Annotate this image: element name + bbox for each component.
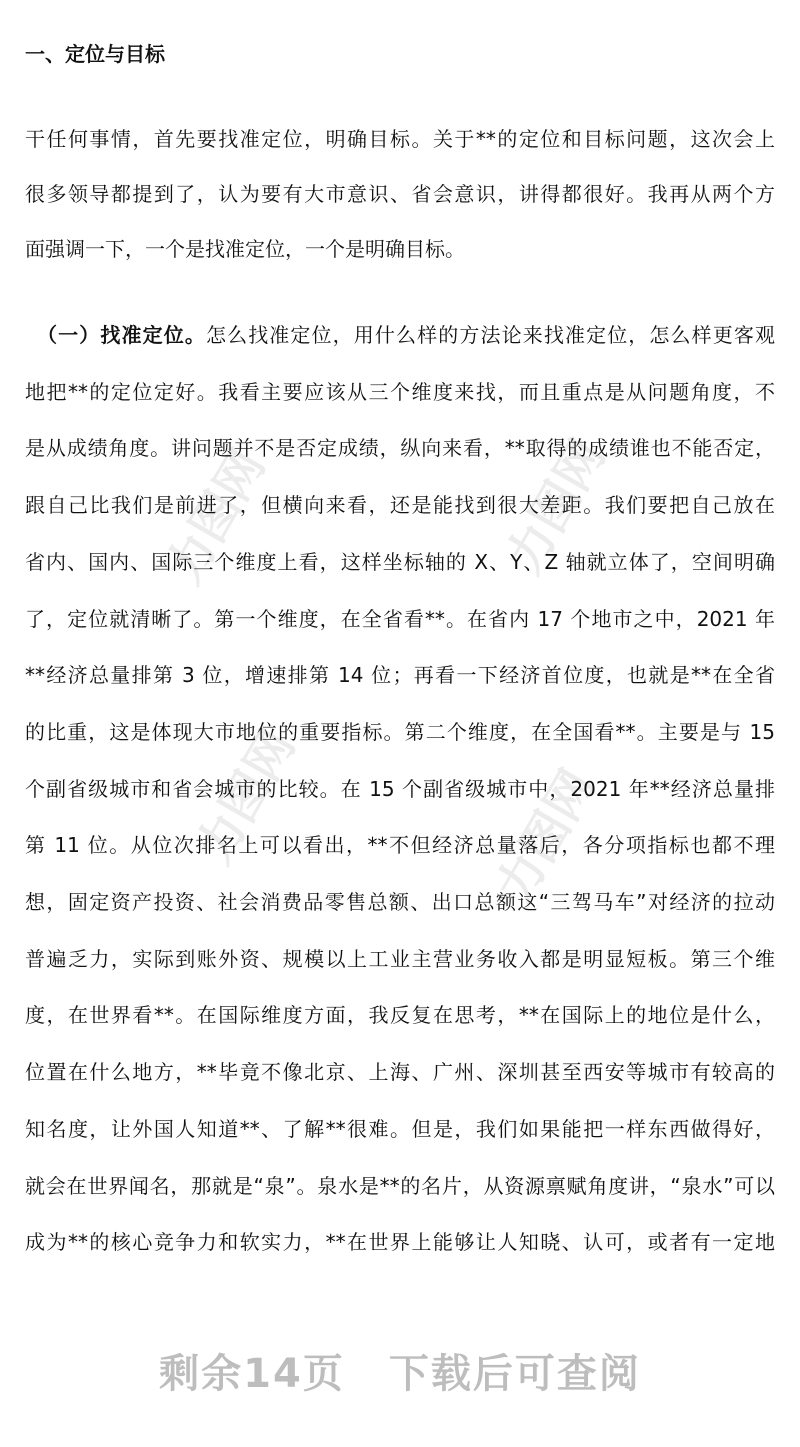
text-line: 成为**的核心竞争力和软实力，**在世界上能够让人知晓、认可，或者有一定地 [25, 1230, 775, 1255]
text-line: 的比重，这是体现大市地位的重要指标。第二个维度，在全国看**。主要是与 15 [25, 719, 775, 744]
download-prompt[interactable] [0, 1342, 800, 1399]
text-line: 是从成绩角度。讲问题并不是否定成绩，纵向来看，**取得的成绩谁也不能否定， [25, 436, 775, 461]
text-line: 就会在世界闻名，那就是“泉”。泉水是**的名片，从资源禀赋角度讲，“泉水”可以 [25, 1173, 775, 1198]
text-line: 地把**的定位定好。我看主要应该从三个维度来找，而且重点是从问题角度，不 [25, 379, 775, 404]
download-to-view-label: 下载后可查阅 [388, 1351, 641, 1397]
text-line: 跟自己比我们是前进了，但横向来看，还是能找到很大差距。我们要把自己放在 [25, 493, 775, 518]
text-line: 省内、国内、国际三个维度上看，这样坐标轴的 X、Y、Z 轴就立体了，空间明确 [25, 549, 775, 574]
text-line: 了，定位就清晰了。第一个维度，在全省看**。在省内 17 个地市之中，2021 年 [25, 606, 775, 631]
text-segment: 怎么找准定位，用什么样的方法论来找准定位，怎么样更客观 [205, 323, 776, 347]
watermark: 力图网 [485, 760, 607, 914]
text-line: 个副省级城市和省会城市的比较。在 15 个副省级城市中，2021 年**经济总量排 [25, 776, 775, 801]
subsection-title: （一）找准定位。 [37, 323, 206, 347]
text-line: 度，在世界看**。在国际维度方面，我反复在思考，**在国际上的地位是什么， [25, 1003, 775, 1028]
text-line: 干任何事情，首先要找准定位，明确目标。关于**的定位和目标问题，这次会上 [25, 127, 775, 151]
watermark: 力图网 [495, 430, 617, 584]
text-line: 第 11 位。从位次排名上可以看出，**不但经济总量落后，各分项指标也都不理 [25, 833, 775, 858]
text-line: 位置在什么地方，**毕竟不像北京、上海、广州、深圳甚至西安等城市有较高的 [25, 1060, 775, 1085]
text-line: 想，固定资产投资、社会消费品零售总额、出口总额这“三驾马车”对经济的拉动 [25, 890, 775, 914]
text-line: **经济总量排第 3 位，增速排第 14 位；再看一下经济首位度，也就是**在全省 [25, 663, 775, 688]
watermark: 力图网 [185, 720, 307, 874]
section-heading: 一、定位与目标 [25, 42, 165, 66]
text-line: 很多领导都提到了，认为要有大市意识、省会意识，讲得都很好。我再从两个方 [25, 182, 775, 206]
remaining-pages-label: 剩余14页 [159, 1351, 345, 1397]
text-line: 知名度，让外国人知道**、了解**很难。但是，我们如果能把一样东西做得好， [25, 1116, 775, 1141]
text-line [37, 321, 775, 349]
text-line: 普遍乏力，实际到账外资、规模以上工业主营业务收入都是明显短板。第三个维 [25, 946, 775, 971]
watermark: 力图网 [155, 440, 277, 594]
text-line: 面强调一下，一个是找准定位，一个是明确目标。 [25, 237, 465, 261]
